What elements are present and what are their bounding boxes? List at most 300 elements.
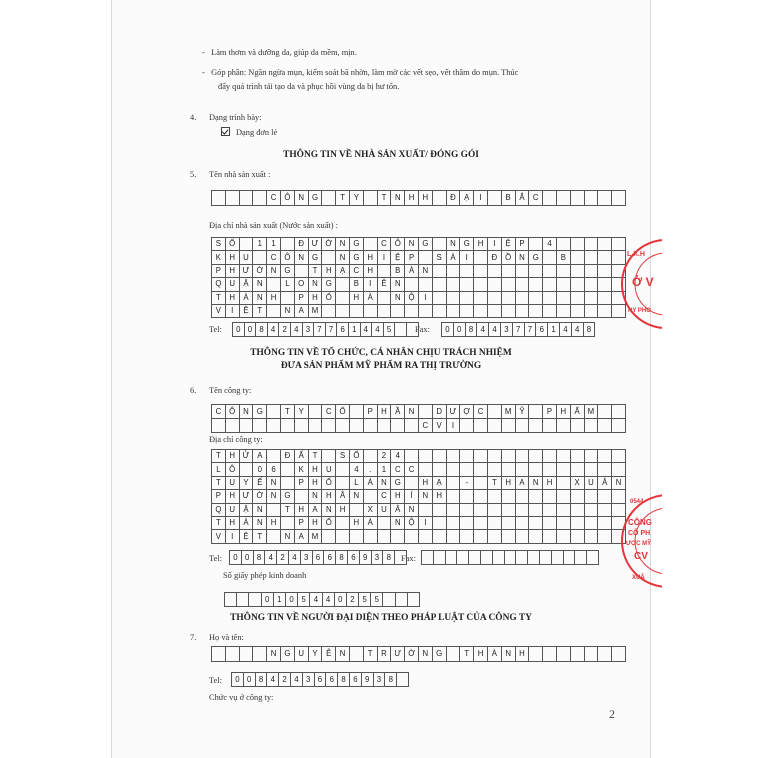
grid-cell: V <box>212 304 226 317</box>
grid-cell <box>349 647 363 662</box>
grid-cell <box>515 278 529 291</box>
grid-row <box>212 291 626 304</box>
grid-cell: 9 <box>361 673 373 687</box>
grid-cell: À <box>405 264 419 277</box>
grid-cell <box>556 291 570 304</box>
grid-cell <box>598 278 612 291</box>
grid-cell <box>612 405 626 419</box>
grid-cell: N <box>322 503 336 516</box>
grid-cell: Ô <box>225 405 239 419</box>
grid-cell <box>460 463 474 476</box>
grid-row <box>212 516 626 529</box>
grid-cell: I <box>418 516 432 529</box>
grid-cell: Ệ <box>391 251 405 264</box>
grid-cell: 8 <box>336 551 348 565</box>
grid-cell: 2 <box>279 673 291 687</box>
grid-cell: Ô <box>225 463 239 476</box>
grid-cell: H <box>308 463 322 476</box>
grid-cell <box>446 647 460 662</box>
grid-cell <box>432 191 446 206</box>
grid-cell <box>529 463 543 476</box>
grid-cell: H <box>225 251 239 264</box>
grid-cell <box>294 264 308 277</box>
grid-cell: I <box>418 291 432 304</box>
grid-cell: 1 <box>377 463 391 476</box>
business-license-label: Số giấy phép kinh doanh <box>223 571 307 580</box>
stamp-text: 0544 <box>630 499 644 505</box>
grid-cell: N <box>391 291 405 304</box>
grid-cell <box>487 191 501 206</box>
grid-cell <box>432 516 446 529</box>
grid-row <box>233 323 419 337</box>
section-heading-manufacturer: THÔNG TIN VỀ NHÀ SẢN XUẤT/ ĐÓNG GÓI <box>283 150 479 160</box>
grid-cell <box>363 419 377 433</box>
grid-cell: D <box>432 405 446 419</box>
grid-cell <box>501 304 515 317</box>
grid-cell <box>598 191 612 206</box>
grid-cell: N <box>405 405 419 419</box>
bullet-item: - Góp phần: Ngăn ngừa mụn, kiểm soát bã nhờn, làm mờ các vết sẹo, vết thâm do mụn. Thúc <box>202 68 519 77</box>
grid-cell: G <box>349 238 363 251</box>
grid-cell: H <box>225 264 239 277</box>
grid-cell: Đ <box>487 251 501 264</box>
grid-cell <box>515 530 529 543</box>
stamp-text: CÔNG <box>628 518 652 527</box>
grid-cell <box>377 419 391 433</box>
grid-cell <box>267 278 281 291</box>
grid-cell: C <box>267 191 281 206</box>
grid-cell: G <box>391 476 405 489</box>
grid-cell <box>377 530 391 543</box>
grid-cell: Ố <box>225 238 239 251</box>
grid-cell <box>570 647 584 662</box>
grid-cell: P <box>294 476 308 489</box>
grid-cell: I <box>487 238 501 251</box>
grid-cell: S <box>432 251 446 264</box>
grid-cell <box>570 264 584 277</box>
item-7-label: Họ và tên: <box>209 633 244 642</box>
grid-cell: N <box>349 490 363 503</box>
grid-cell: H <box>474 238 488 251</box>
grid-cell <box>446 278 460 291</box>
grid-cell <box>543 463 557 476</box>
grid-cell <box>501 291 515 304</box>
grid-cell <box>487 405 501 419</box>
grid-cell: 4 <box>322 593 334 607</box>
grid-cell: Ắ <box>515 191 529 206</box>
grid-cell: O <box>294 278 308 291</box>
grid-cell: H <box>308 476 322 489</box>
grid-cell <box>584 463 598 476</box>
grid-cell <box>612 647 626 662</box>
grid-cell: Â <box>336 490 350 503</box>
grid-cell: 4 <box>349 463 363 476</box>
grid-cell: Ổ <box>336 405 350 419</box>
grid-cell: Y <box>308 647 322 662</box>
grid-cell: T <box>377 191 391 206</box>
grid-cell: N <box>391 278 405 291</box>
grid-cell <box>598 530 612 543</box>
grid-cell <box>460 530 474 543</box>
grid-cell: T <box>308 264 322 277</box>
grid-cell: Q <box>212 278 226 291</box>
grid-cell <box>501 503 515 516</box>
section-heading-representative: THÔNG TIN VỀ NGƯỜI ĐẠI DIỆN THEO PHÁP LUẬT CỦA CÔNG TY <box>230 613 532 623</box>
grid-cell <box>501 450 515 463</box>
grid-cell: 8 <box>256 323 268 337</box>
grid-cell: N <box>405 238 419 251</box>
grid-cell: 0 <box>442 323 454 337</box>
grid-cell <box>418 530 432 543</box>
grid-cell: H <box>349 516 363 529</box>
grid-cell <box>212 419 226 433</box>
grid-cell <box>349 530 363 543</box>
grid-cell: 3 <box>500 323 512 337</box>
grid-cell: N <box>418 647 432 662</box>
grid-cell <box>529 238 543 251</box>
grid-cell <box>570 490 584 503</box>
grid-cell <box>267 450 281 463</box>
grid-cell: A <box>253 450 267 463</box>
grid-cell: H <box>377 405 391 419</box>
grid-cell <box>529 419 543 433</box>
grid-cell <box>570 304 584 317</box>
grid-cell <box>474 503 488 516</box>
grid-cell <box>480 551 492 565</box>
grid-cell: U <box>377 503 391 516</box>
grid-cell: 0 <box>334 593 346 607</box>
grid-cell: Ộ <box>405 291 419 304</box>
grid-cell <box>225 647 239 662</box>
grid-cell <box>584 450 598 463</box>
grid-cell: T <box>253 304 267 317</box>
grid-cell: V <box>212 530 226 543</box>
grid-cell: P <box>543 405 557 419</box>
grid-cell: M <box>501 405 515 419</box>
grid-cell: Ấ <box>294 450 308 463</box>
grid-cell: U <box>239 251 253 264</box>
grid-cell <box>474 463 488 476</box>
grid-cell: C <box>349 264 363 277</box>
representative-tel-label: Tel: <box>209 676 222 685</box>
grid-cell: T <box>212 291 226 304</box>
grid-row <box>212 405 626 419</box>
grid-cell: Ố <box>322 516 336 529</box>
grid-cell <box>405 304 419 317</box>
grid-cell: H <box>225 516 239 529</box>
grid-cell: H <box>322 264 336 277</box>
grid-cell: C <box>474 405 488 419</box>
grid-cell: 4 <box>288 551 300 565</box>
grid-cell <box>487 304 501 317</box>
grid-cell: C <box>377 238 391 251</box>
grid-cell: M <box>308 304 322 317</box>
grid-cell: V <box>432 419 446 433</box>
grid-cell <box>516 551 528 565</box>
grid-cell <box>407 593 419 607</box>
grid-cell: Ầ <box>391 405 405 419</box>
grid-row <box>212 450 626 463</box>
grid-cell: Y <box>239 476 253 489</box>
grid-cell <box>225 191 239 206</box>
grid-cell <box>474 251 488 264</box>
grid-cell <box>363 530 377 543</box>
grid-cell <box>336 530 350 543</box>
grid-cell <box>543 647 557 662</box>
grid-cell <box>570 251 584 264</box>
grid-cell: G <box>349 251 363 264</box>
grid-cell: 1 <box>548 323 560 337</box>
grid-cell <box>515 463 529 476</box>
grid-cell: L <box>212 463 226 476</box>
grid-cell: 6 <box>349 673 361 687</box>
grid-cell: 5 <box>371 593 383 607</box>
grid-cell: H <box>501 476 515 489</box>
grid-cell: G <box>432 647 446 662</box>
grid-cell: B <box>391 264 405 277</box>
grid-cell: 0 <box>243 673 255 687</box>
grid-cell <box>543 450 557 463</box>
item-6-number: 6. <box>190 386 197 395</box>
grid-cell <box>212 647 226 662</box>
grid-cell <box>405 278 419 291</box>
grid-cell: 4 <box>543 238 557 251</box>
grid-cell <box>432 238 446 251</box>
grid-cell: U <box>584 476 598 489</box>
grid-cell <box>460 450 474 463</box>
grid-cell: 5 <box>359 593 371 607</box>
grid-cell: Y <box>349 191 363 206</box>
grid-cell: H <box>363 264 377 277</box>
grid-cell: G <box>253 405 267 419</box>
grid-cell: 0 <box>244 323 256 337</box>
grid-cell <box>598 463 612 476</box>
grid-cell: N <box>280 530 294 543</box>
grid-cell: À <box>487 647 501 662</box>
grid-cell <box>363 238 377 251</box>
grid-cell: N <box>294 251 308 264</box>
grid-cell: Ờ <box>253 264 267 277</box>
grid-cell <box>267 503 281 516</box>
grid-row <box>212 238 626 251</box>
grid-row <box>225 593 420 607</box>
grid-cell <box>446 264 460 277</box>
grid-cell <box>487 530 501 543</box>
grid-cell: H <box>336 503 350 516</box>
grid-cell: 5 <box>298 593 310 607</box>
grid-row <box>212 264 626 277</box>
grid-row <box>230 551 407 565</box>
grid-cell: Ậ <box>239 503 253 516</box>
grid-cell <box>570 419 584 433</box>
grid-cell <box>598 304 612 317</box>
grid-cell: T <box>336 191 350 206</box>
grid-cell <box>280 516 294 529</box>
grid-cell <box>225 593 237 607</box>
grid-cell <box>487 503 501 516</box>
grid-cell: N <box>418 264 432 277</box>
grid-cell: 5 <box>383 323 395 337</box>
grid-cell <box>253 191 267 206</box>
grid-cell: N <box>336 251 350 264</box>
grid-cell <box>543 419 557 433</box>
grid-cell <box>584 419 598 433</box>
grid-cell: H <box>225 490 239 503</box>
grid-cell: Ệ <box>239 304 253 317</box>
grid-cell <box>433 551 445 565</box>
grid-cell <box>570 530 584 543</box>
grid-cell: Ô <box>280 251 294 264</box>
grid-cell <box>432 304 446 317</box>
manufacturer-name-grid <box>211 190 626 206</box>
grid-cell: A <box>294 530 308 543</box>
business-license-grid <box>224 592 420 607</box>
grid-row <box>212 530 626 543</box>
company-address-grid <box>211 449 626 544</box>
grid-cell: N <box>377 476 391 489</box>
grid-cell <box>418 463 432 476</box>
grid-cell <box>556 463 570 476</box>
grid-cell: H <box>474 647 488 662</box>
grid-cell: - <box>460 476 474 489</box>
manufacturer-address-label: Địa chỉ nhà sản xuất (Nước sản xuất) : <box>209 221 338 230</box>
grid-cell <box>418 278 432 291</box>
grid-cell <box>322 530 336 543</box>
grid-cell <box>612 419 626 433</box>
grid-cell: 0 <box>261 593 273 607</box>
grid-cell <box>377 516 391 529</box>
grid-cell: Đ <box>446 191 460 206</box>
grid-cell: 6 <box>347 551 359 565</box>
grid-cell: 9 <box>359 551 371 565</box>
grid-cell <box>363 304 377 317</box>
grid-cell <box>529 291 543 304</box>
grid-cell: À <box>363 516 377 529</box>
grid-cell: N <box>294 191 308 206</box>
document-page <box>111 0 651 758</box>
grid-cell <box>501 516 515 529</box>
grid-cell: Ô <box>391 238 405 251</box>
grid-cell: 4 <box>267 323 279 337</box>
grid-cell <box>556 238 570 251</box>
grid-cell: P <box>515 238 529 251</box>
grid-cell <box>460 490 474 503</box>
grid-cell <box>474 291 488 304</box>
grid-cell: 8 <box>338 673 350 687</box>
stamp-text: Ở V <box>632 275 654 289</box>
grid-cell: H <box>267 516 281 529</box>
grid-cell <box>418 503 432 516</box>
grid-cell <box>515 516 529 529</box>
grid-cell <box>487 463 501 476</box>
grid-cell <box>446 463 460 476</box>
grid-cell: Ễ <box>322 647 336 662</box>
grid-cell <box>598 405 612 419</box>
grid-cell: 0 <box>230 551 242 565</box>
grid-cell <box>487 264 501 277</box>
grid-cell: T <box>487 476 501 489</box>
grid-cell <box>515 419 529 433</box>
stamp-text: CV <box>634 551 648 562</box>
grid-cell <box>528 551 540 565</box>
grid-cell <box>612 463 626 476</box>
grid-cell: Ố <box>322 476 336 489</box>
grid-cell <box>460 516 474 529</box>
grid-cell: 4 <box>265 551 277 565</box>
grid-cell <box>391 419 405 433</box>
grid-cell: T <box>253 530 267 543</box>
grid-cell: Ồ <box>501 251 515 264</box>
grid-cell: H <box>515 647 529 662</box>
grid-cell <box>432 264 446 277</box>
grid-cell <box>584 503 598 516</box>
grid-cell: N <box>280 304 294 317</box>
grid-cell: U <box>225 503 239 516</box>
manufacturer-fax-label: Fax: <box>415 325 430 334</box>
grid-cell: N <box>336 238 350 251</box>
grid-cell: Q <box>212 503 226 516</box>
grid-row <box>212 304 626 317</box>
grid-cell <box>432 503 446 516</box>
grid-cell: L <box>280 278 294 291</box>
page-number: 2 <box>609 707 615 721</box>
grid-row <box>212 251 626 264</box>
grid-cell: 2 <box>377 450 391 463</box>
grid-cell: H <box>418 191 432 206</box>
grid-cell: N <box>253 291 267 304</box>
grid-cell <box>598 516 612 529</box>
grid-cell <box>543 264 557 277</box>
grid-cell <box>598 238 612 251</box>
item-5-number: 5. <box>190 170 197 179</box>
grid-cell <box>570 238 584 251</box>
grid-cell: I <box>225 304 239 317</box>
grid-cell <box>363 490 377 503</box>
company-fax-grid <box>421 550 599 565</box>
grid-cell: Í <box>405 490 419 503</box>
grid-cell: Y <box>294 405 308 419</box>
grid-cell <box>529 490 543 503</box>
grid-cell <box>529 516 543 529</box>
grid-cell <box>515 450 529 463</box>
checked-box-icon <box>221 127 230 136</box>
grid-cell: I <box>377 251 391 264</box>
grid-cell: Ư <box>391 647 405 662</box>
grid-cell: T <box>363 647 377 662</box>
grid-cell: N <box>308 278 322 291</box>
grid-cell: 7 <box>314 323 326 337</box>
item-7-number: 7. <box>190 633 197 642</box>
grid-cell: 3 <box>371 551 383 565</box>
grid-cell: B <box>556 251 570 264</box>
grid-cell: N <box>253 516 267 529</box>
grid-cell <box>487 490 501 503</box>
grid-cell: B <box>349 278 363 291</box>
grid-cell: N <box>267 490 281 503</box>
grid-cell <box>598 503 612 516</box>
grid-cell <box>377 264 391 277</box>
grid-cell <box>267 419 281 433</box>
grid-cell <box>405 450 419 463</box>
grid-cell <box>515 291 529 304</box>
grid-cell: H <box>267 291 281 304</box>
grid-cell <box>570 503 584 516</box>
grid-cell <box>515 503 529 516</box>
grid-cell <box>336 419 350 433</box>
grid-cell <box>336 278 350 291</box>
grid-cell <box>391 304 405 317</box>
grid-cell: 8 <box>383 551 395 565</box>
